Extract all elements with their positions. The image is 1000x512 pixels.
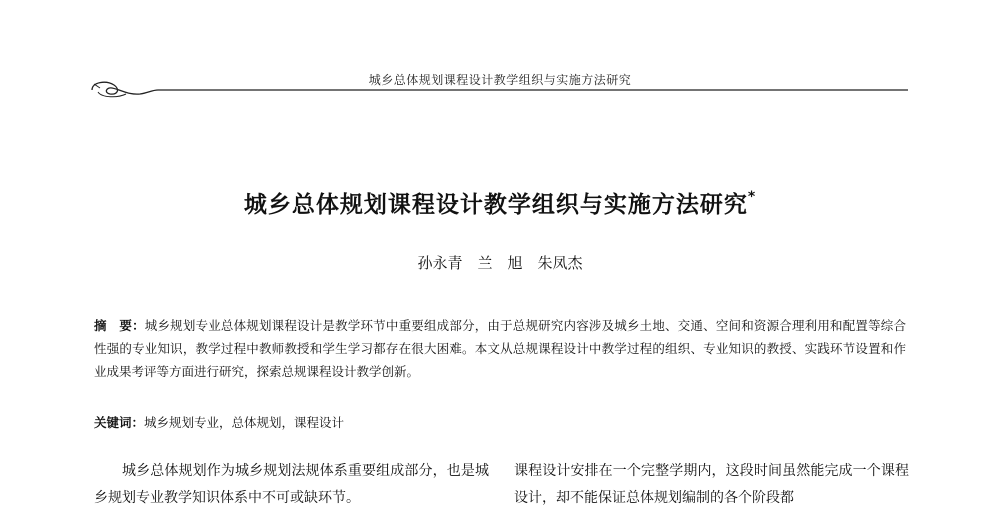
- paper-title: [0, 186, 1000, 219]
- body-column-left: 城乡总体规划作为城乡规划法规体系重要组成部分，也是城乡规划专业教学知识体系中不可或缺环节。: [94, 463, 489, 506]
- keywords-text: 城乡规划专业，总体规划，课程设计: [144, 415, 345, 430]
- abstract-text: 城乡规划专业总体规划课程设计是教学环节中重要组成部分，由于总规研究内容涉及城乡土地、交通、空间和资源合理利用和配置等综合性强的专业知识，教学过程中教师教授和学生学习都存在很大困难。本文从总规课程设计中教学过程的组织、专业知识的教授、实践环节设置和作业成果考评等方面进行研究，探索总规课程设计教学创新。: [94, 318, 906, 379]
- keywords: [94, 412, 906, 434]
- header-ornament-rule: [88, 78, 912, 100]
- title-footnote-mark: *: [747, 189, 757, 206]
- running-header: 城乡总体规划课程设计教学组织与实施方法研究: [368, 73, 632, 87]
- paper-title-text: 城乡总体规划课程设计教学组织与实施方法研究: [243, 192, 748, 218]
- body-column-right: 课程设计安排在一个完整学期内，这段时间虽然能完成一个课程设计，却不能保证总体规划编制的各个阶段都: [514, 463, 909, 506]
- abstract-label: 摘 要：: [94, 318, 145, 333]
- author-list: 孙永青 兰 旭 朱凤杰: [417, 254, 583, 272]
- keywords-label: 关键词：: [94, 415, 145, 430]
- abstract: [94, 314, 906, 383]
